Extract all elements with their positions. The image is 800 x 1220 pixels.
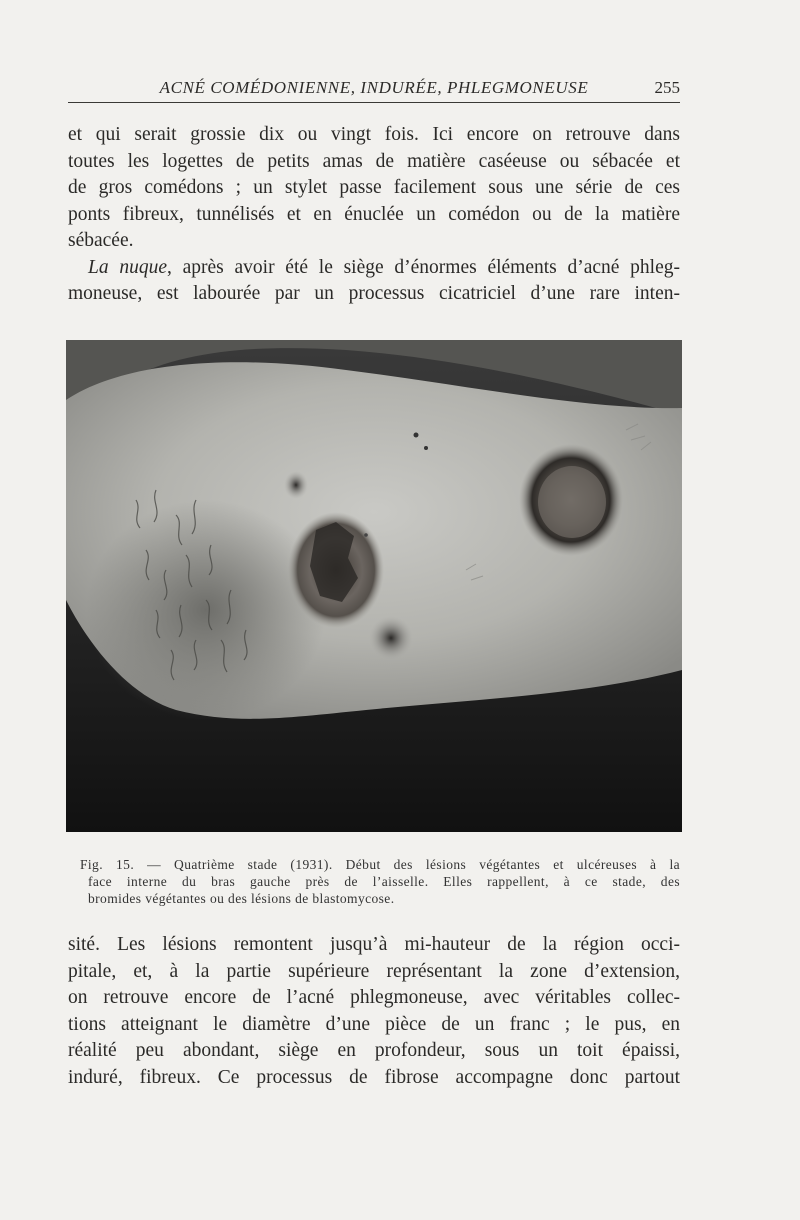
paragraph-nuque-first-line <box>68 255 680 282</box>
text-line: sébacée. <box>68 230 134 251</box>
text-line: on retrouve encore de l’acné phlegmoneuse, avec véritables collec- <box>68 987 680 1008</box>
text-line: sité. Les lésions remontent jusqu’à mi-hauteur de la région occi- <box>68 934 680 955</box>
clinical-photograph <box>66 340 682 832</box>
page-number: 255 <box>654 78 680 97</box>
text-line: tions atteignant le diamètre d’une pièce de un franc ; le pus, en <box>68 1013 680 1035</box>
caption-line: face interne du bras gauche près de l’aisselle. Elles rappellent, à ce stade, des <box>88 874 680 889</box>
figure-caption <box>72 856 680 907</box>
photo-arm-lesions <box>66 340 682 832</box>
text-line: moneuse, est labourée par un processus cicatriciel d’une rare inten- <box>68 283 680 304</box>
text-line: pitale, et, à la partie supérieure représentant la zone d’extension, <box>68 960 680 982</box>
italic-term: La nuque <box>88 256 167 278</box>
caption-line: bromides végétantes ou des lésions de blastomycose. <box>88 891 395 906</box>
text-line: réalité peu abondant, siège en profondeur, sous un toit épaissi, <box>68 1040 680 1061</box>
caption-line: Fig. 15. — Quatrième stade (1931). Début des lésions végétantes et ulcéreuses à la <box>80 857 680 872</box>
text-line: de gros comédons ; un stylet passe facilement sous une série de ces <box>68 177 680 198</box>
paragraph-top <box>68 122 680 308</box>
text-line: toutes les logettes de petits amas de matière caséeuse ou sébacée et <box>68 150 680 172</box>
text-run: , après avoir été le siège d’énormes éléments d’acné phleg- <box>167 256 681 278</box>
text-line: et qui serait grossie dix ou vingt fois. Ici encore on retrouve dans <box>68 124 680 145</box>
text-line: induré, fibreux. Ce processus de fibrose accompagne donc partout <box>68 1066 680 1088</box>
running-title: ACNÉ COMÉDONIENNE, INDURÉE, PHLEGMONEUSE <box>159 78 589 97</box>
text-line: ponts fibreux, tunnélisés et en énuclée un comédon ou de la matière <box>68 203 680 225</box>
paragraph-bottom <box>68 932 680 1091</box>
running-head <box>68 76 680 103</box>
